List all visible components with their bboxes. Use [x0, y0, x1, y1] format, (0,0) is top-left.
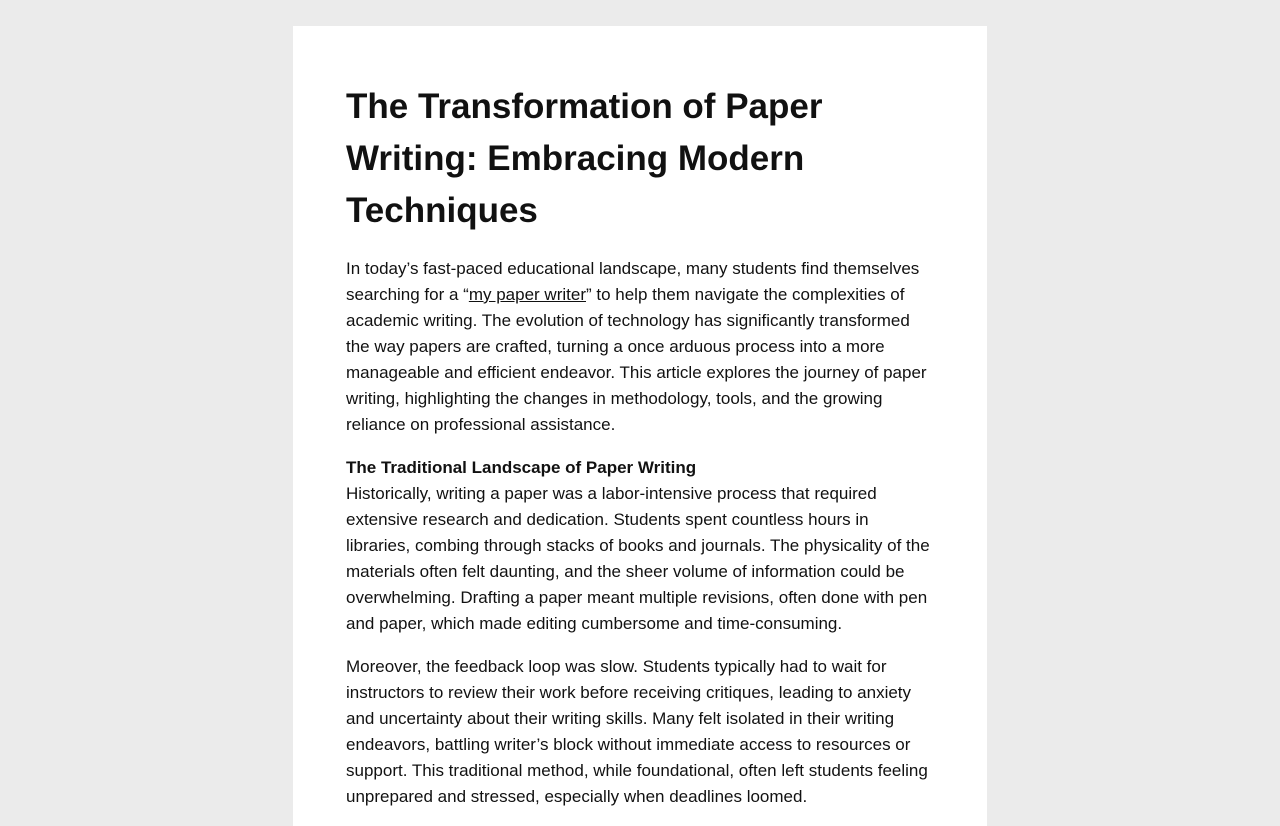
article-page — [293, 26, 987, 826]
section-heading-traditional-landscape: The Traditional Landscape of Paper Writing — [346, 458, 697, 477]
section1-paragraph-2: Moreover, the feedback loop was slow. Students typically had to wait for instructors to review their work before receiving critiques, leading to anxiety and uncertainty about their writing skills. Many felt isolated in their writing endeavors, battling writer’s block without immediate access to resources or support. This traditional method, while foundational, often left students feeling unprepared and stressed, especially when deadlines loomed. — [346, 657, 928, 806]
intro-text-after-link: ” to help them navigate the complexities of academic writing. The evolution of technology has significantly transformed the way papers are crafted, turning a once arduous process into a more manageable and efficient endeavor. This article explores the journey of paper writing, highlighting the changes in methodology, tools, and the growing reliance on professional assistance. — [346, 285, 927, 434]
section1-paragraph-1: Historically, writing a paper was a labor-intensive process that required extensive research and dedication. Students spent countless hours in libraries, combing through stacks of books and journals. The physicality of the materials often felt daunting, and the sheer volume of information could be overwhelming. Drafting a paper meant multiple revisions, often done with pen and paper, which made editing cumbersome and time-consuming. — [346, 484, 930, 633]
intro-text-before-link: In today’s fast-paced educational landscape, many students find themselves searching for a “ — [346, 259, 920, 304]
article-title: The Transformation of Paper Writing: Embracing Modern Techniques — [346, 87, 823, 230]
my-paper-writer-link[interactable]: my paper writer — [468, 285, 586, 304]
intro-paragraph — [346, 256, 934, 438]
